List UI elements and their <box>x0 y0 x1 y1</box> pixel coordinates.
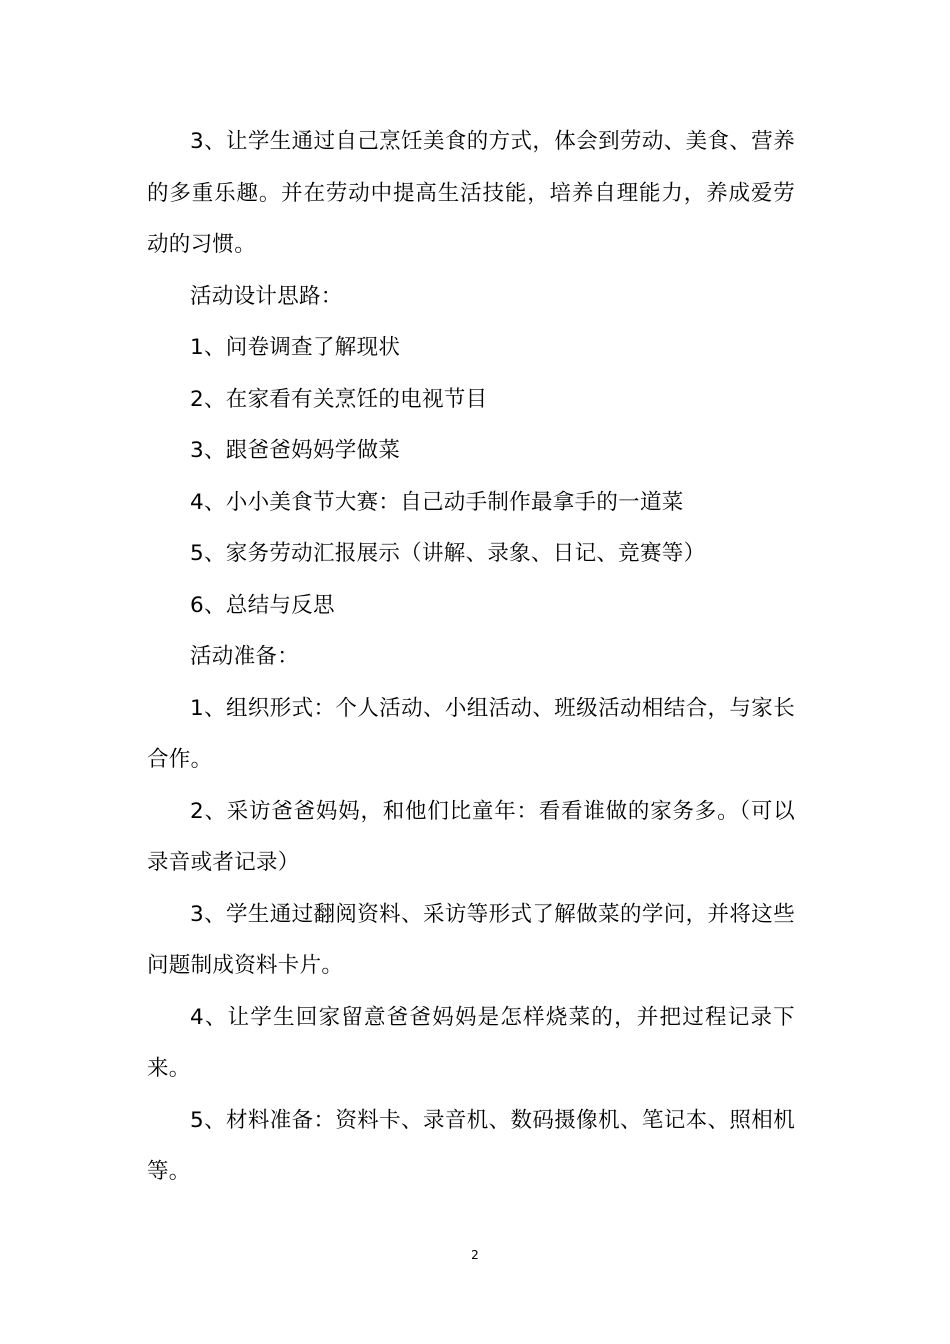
page-number: 2 <box>471 1248 479 1262</box>
document-body <box>147 116 795 1198</box>
list-item: 2、采访爸爸妈妈，和他们比童年：看看谁做的家务多。（可以录音或者记录） <box>147 798 795 875</box>
list-item: 3、跟爸爸妈妈学做菜 <box>190 438 401 463</box>
list-item: 4、小小美食节大赛：自己动手制作最拿手的一道菜 <box>190 489 684 515</box>
section-heading-design-ideas: 活动设计思路： <box>190 283 343 309</box>
section-heading-preparation: 活动准备： <box>190 644 300 669</box>
list-item: 2、在家看有关烹饪的电视节目 <box>190 386 488 412</box>
list-item: 5、家务劳动汇报展示（讲解、录象、日记、竞赛等） <box>190 541 706 566</box>
list-item: 3、学生通过翻阅资料、采访等形式了解做菜的学问，并将这些问题制成资料卡片。 <box>147 901 795 978</box>
paragraph-goal-3: 3、让学生通过自己烹饪美食的方式，体会到劳动、美食、营养的多重乐趣。并在劳动中提高生活技能，培养自理能力，养成爱劳动的习惯。 <box>147 129 795 257</box>
list-item: 1、问卷调查了解现状 <box>190 335 401 360</box>
list-item: 6、总结与反思 <box>190 592 335 618</box>
list-item: 5、材料准备：资料卡、录音机、数码摄像机、笔记本、照相机等。 <box>147 1107 795 1184</box>
list-item: 1、组织形式：个人活动、小组活动、班级活动相结合，与家长合作。 <box>147 695 795 772</box>
list-item: 4、让学生回家留意爸爸妈妈是怎样烧菜的，并把过程记录下来。 <box>147 1004 795 1081</box>
